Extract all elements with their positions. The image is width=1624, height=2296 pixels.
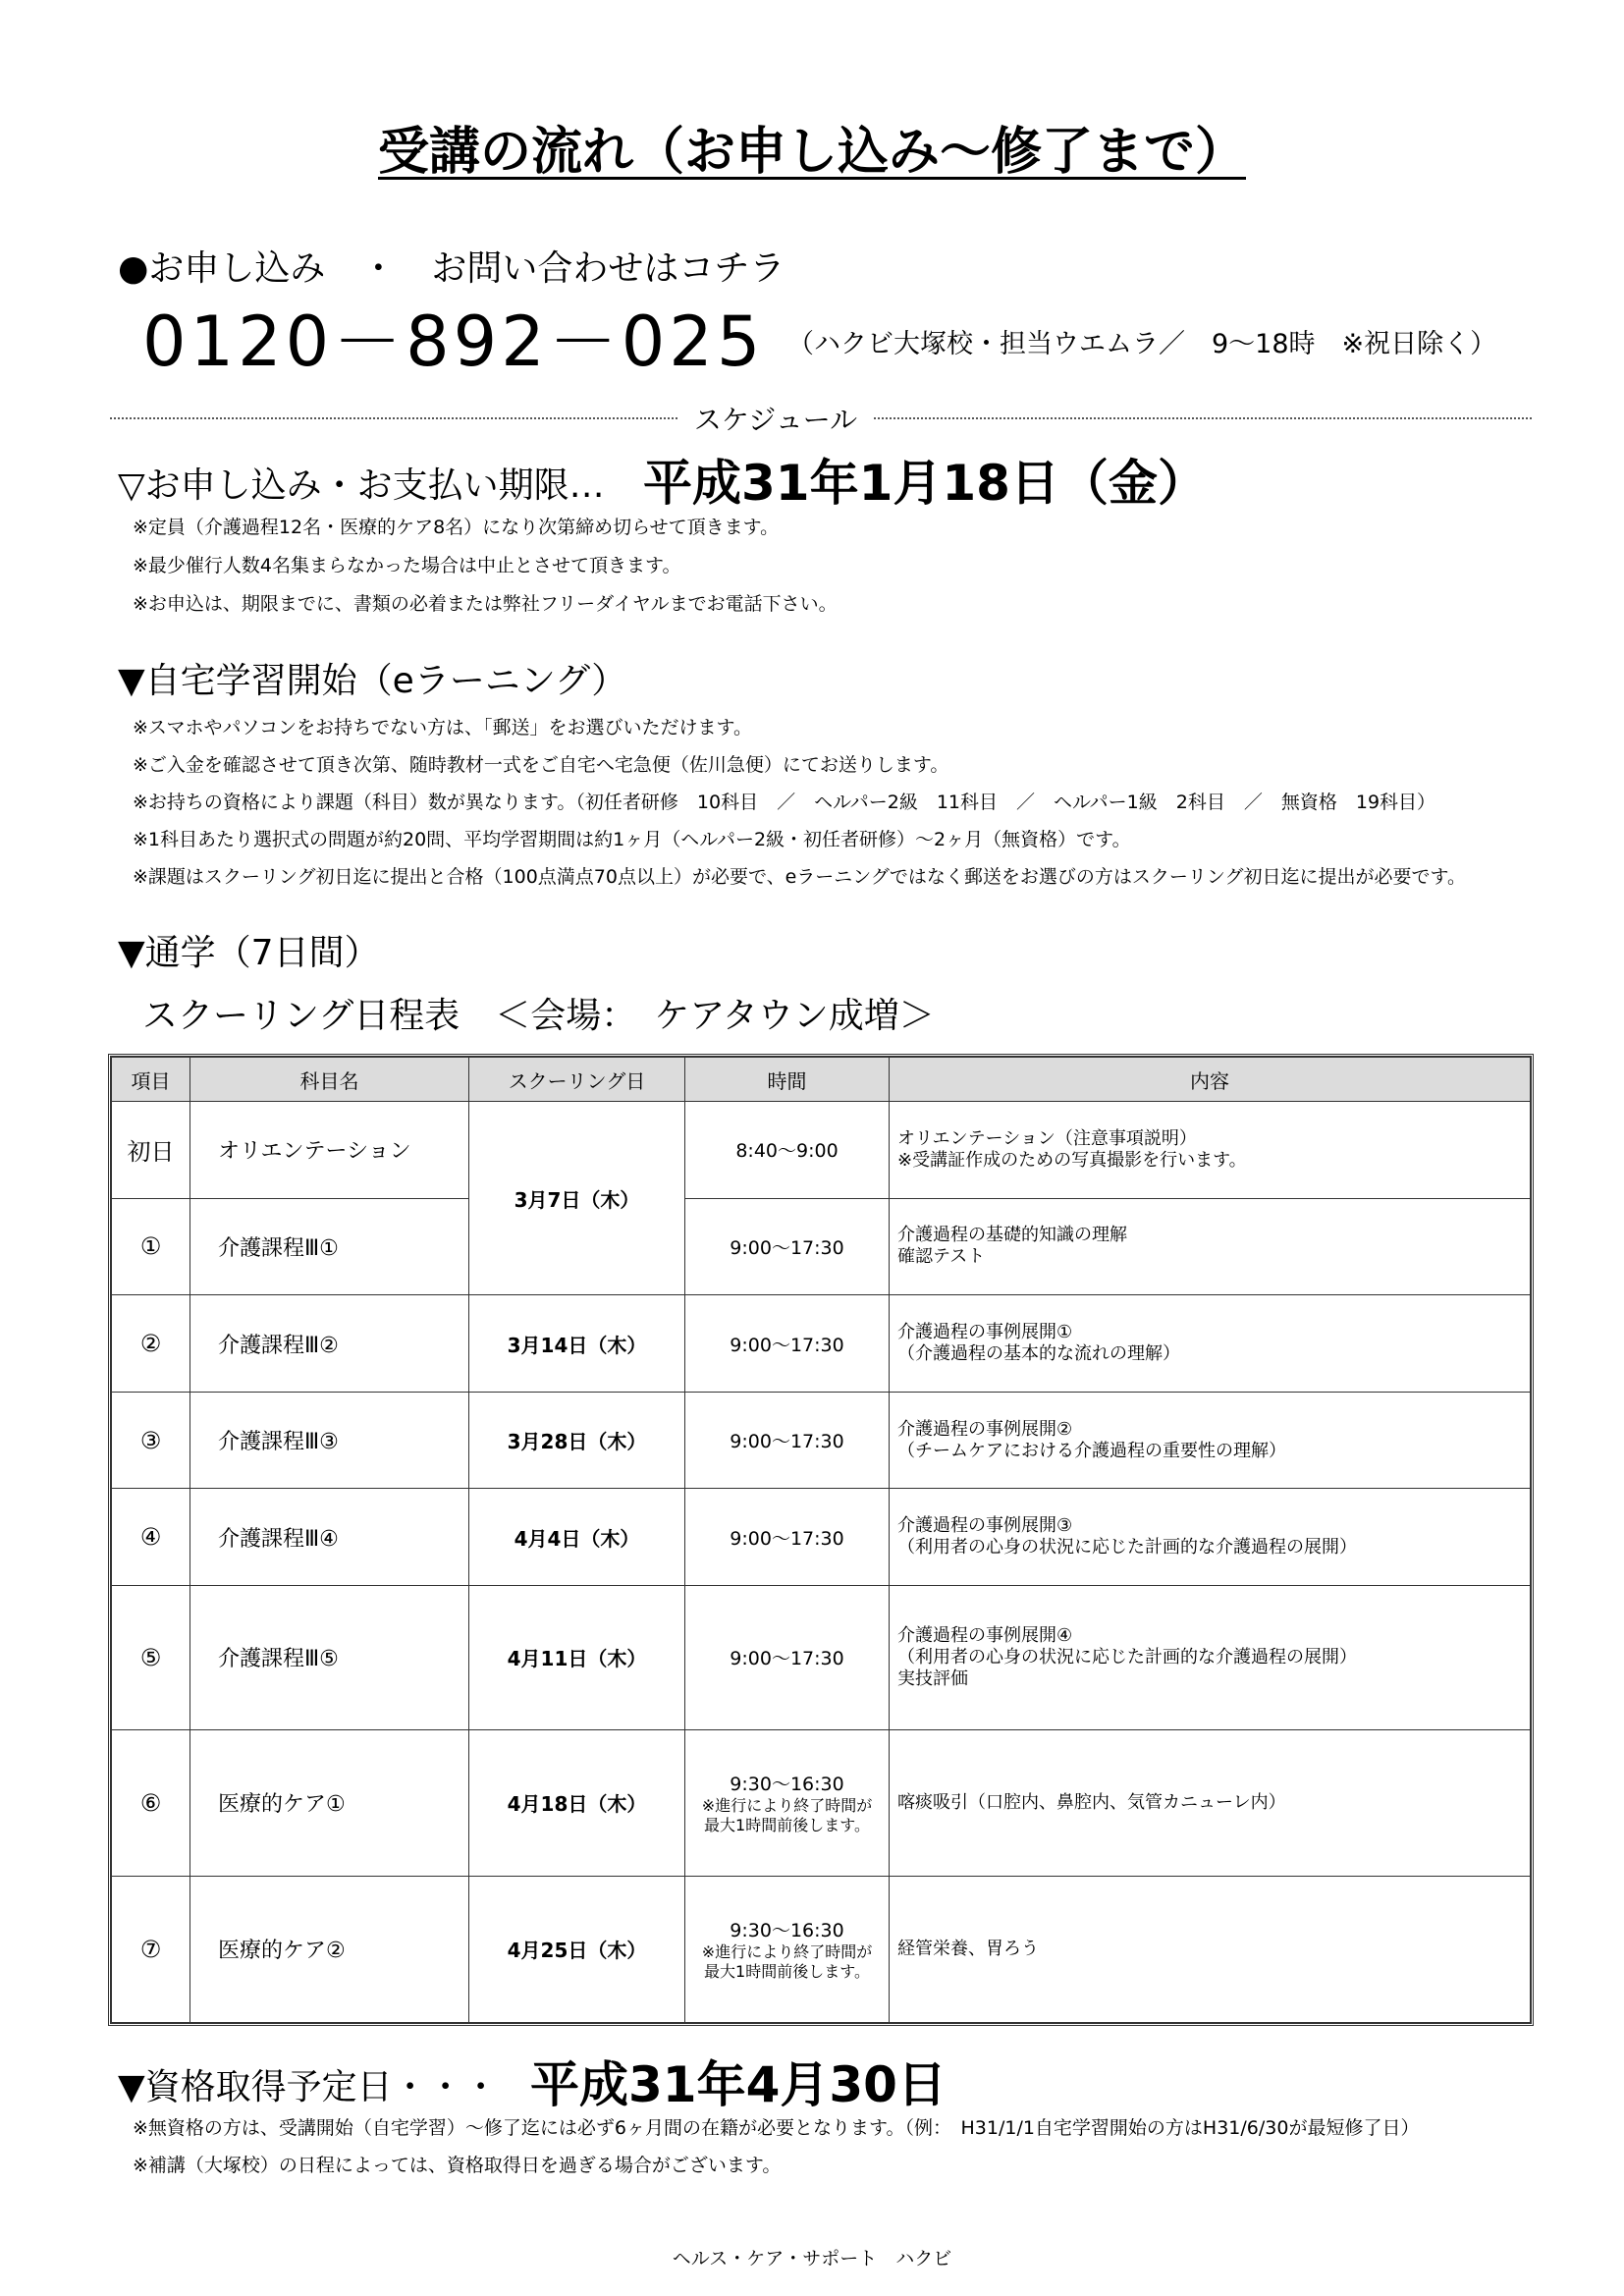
content-line: ※受講証作成のための写真撮影を行います。 [897, 1149, 1247, 1171]
row-subject: 介護課程Ⅲ② [190, 1295, 469, 1393]
row-content [890, 1729, 1531, 1876]
table-row [112, 1198, 1531, 1295]
content-line: 介護過程の事例展開② [897, 1418, 1073, 1440]
row-item: ④ [112, 1489, 190, 1586]
table-row [112, 1392, 1531, 1489]
content-line: 介護過程の事例展開③ [897, 1515, 1073, 1537]
header-time: 時間 [685, 1058, 890, 1102]
row-subject: 介護課程Ⅲ④ [190, 1489, 469, 1586]
content-line: 喀痰吸引（口腔内、鼻腔内、気管カニューレ内） [897, 1791, 1286, 1813]
table-row [112, 1489, 1531, 1586]
row-subject: 介護課程Ⅲ③ [190, 1392, 469, 1489]
home-study-note: ※課題はスクーリング初日迄に提出と合格（100点満点70点以上）が必要で、eラーニングではなく郵送をお選びの方はスクーリング初日迄に提出が必要です。 [133, 866, 1467, 888]
row-item: ② [112, 1295, 190, 1393]
row-time: 9:00～17:30 [685, 1489, 890, 1586]
phone-note: （ハクビ大塚校・担当ウエムラ／ 9～18時 ※祝日除く） [787, 329, 1497, 359]
qualification-note: ※無資格の方は、受講開始（自宅学習）～修了迄には必ず6ヶ月間の在籍が必要となります。（例： H31/1/1自宅学習開始の方はH31/6/30が最短修了日） [133, 2117, 1420, 2139]
divider-line-right [874, 417, 1532, 419]
row-time: 9:00～17:30 [685, 1586, 890, 1730]
content-line: 介護過程の事例展開④ [897, 1624, 1073, 1646]
row-time: 9:30～16:30 [730, 1920, 844, 1942]
content-line: 介護過程の基礎的知識の理解 [897, 1225, 1127, 1246]
content-line: 介護過程の事例展開① [897, 1322, 1073, 1343]
qualification-date: 平成31年4月30日 [530, 2056, 947, 2113]
footer-text: ヘルス・ケア・サポート ハクビ [672, 2248, 952, 2269]
row-item: ⑦ [112, 1876, 190, 2022]
row-time: 9:00～17:30 [685, 1295, 890, 1393]
deadline-note: ※定員（介護過程12名・医療的ケア8名）になり次第締め切らせて頂きます。 [133, 517, 780, 538]
row-date: 3月7日（木） [469, 1102, 685, 1295]
row-date: 4月25日（木） [469, 1876, 685, 2022]
contact-heading: ●お申し込み ・ お問い合わせはコチラ [118, 248, 785, 289]
row-time: 9:00～17:30 [685, 1392, 890, 1489]
row-time-note: ※進行により終了時間が最大1時間前後します。 [701, 1942, 873, 1982]
row-content [890, 1876, 1531, 2022]
home-study-note: ※1科目あたり選択式の問題が約20問、平均学習期間は約1ヶ月（ヘルパー2級・初任者研修）～2ヶ月（無資格）です。 [133, 829, 1131, 850]
header-item: 項目 [112, 1058, 190, 1102]
content-line: （介護過程の基本的な流れの理解） [897, 1343, 1180, 1365]
row-time: 9:00～17:30 [685, 1198, 890, 1295]
row-time-cell [685, 1876, 890, 2022]
table-row [112, 1729, 1531, 1876]
content-line: （チームケアにおける介護過程の重要性の理解） [897, 1440, 1286, 1461]
row-time-note: ※進行により終了時間が最大1時間前後します。 [701, 1796, 873, 1835]
row-subject: 介護課程Ⅲ① [190, 1198, 469, 1295]
content-line: オリエンテーション（注意事項説明） [897, 1127, 1197, 1149]
home-study-note: ※お持ちの資格により課題（科目）数が異なります。（初任者研修 10科目 ／ ヘルパー2級 11科目 ／ ヘルパー1級 2科目 ／ 無資格 19科目） [133, 792, 1436, 813]
row-content [890, 1198, 1531, 1295]
row-subject: 医療的ケア① [190, 1729, 469, 1876]
table-row [112, 1102, 1531, 1199]
schedule-table [108, 1054, 1534, 2026]
schedule-table-title: スクーリング日程表 ＜会場： ケアタウン成増＞ [142, 996, 935, 1036]
row-item: ⑤ [112, 1586, 190, 1730]
row-subject: 介護課程Ⅲ⑤ [190, 1586, 469, 1730]
table-header-row [112, 1058, 1531, 1102]
row-subject: オリエンテーション [190, 1102, 469, 1199]
row-date: 4月11日（木） [469, 1586, 685, 1730]
content-line: （利用者の心身の状況に応じた計画的な介護過程の展開） [897, 1646, 1357, 1667]
deadline-date: 平成31年1月18日（金） [643, 455, 1207, 512]
deadline-heading: ▽お申し込み・お支払い期限… [118, 465, 605, 506]
qualification-heading: ▼資格取得予定日・・・ [118, 2067, 499, 2107]
row-item: ③ [112, 1392, 190, 1489]
content-line: 実技評価 [897, 1667, 968, 1689]
row-item: ⑥ [112, 1729, 190, 1876]
home-study-note: ※ご入金を確認させて頂き次第、随時教材一式をご自宅へ宅急便（佐川急便）にてお送りします。 [133, 754, 949, 776]
home-study-heading: ▼自宅学習開始（eラーニング） [118, 661, 627, 701]
row-time-cell [685, 1729, 890, 1876]
page-title: 受講の流れ（お申し込み～修了まで） [377, 123, 1246, 182]
schedule-divider-label: スケジュール [693, 404, 858, 436]
row-time: 9:30～16:30 [730, 1774, 844, 1796]
header-subject: 科目名 [190, 1058, 469, 1102]
commute-heading: ▼通学（7日間） [118, 933, 380, 973]
row-content [890, 1489, 1531, 1586]
divider-line-left [110, 417, 677, 419]
home-study-note: ※スマホやパソコンをお持ちでない方は、「郵送」をお選びいただけます。 [133, 717, 752, 738]
table-row [112, 1876, 1531, 2022]
phone-number: 0120－892－025 [142, 301, 765, 382]
deadline-note: ※お申込は、期限までに、書類の必着または弊社フリーダイヤルまでお電話下さい。 [133, 593, 838, 615]
row-subject: 医療的ケア② [190, 1876, 469, 2022]
row-item: ① [112, 1198, 190, 1295]
row-time: 8:40～9:00 [685, 1102, 890, 1199]
row-content [890, 1295, 1531, 1393]
row-date: 4月4日（木） [469, 1489, 685, 1586]
row-date: 3月14日（木） [469, 1295, 685, 1393]
row-date: 3月28日（木） [469, 1392, 685, 1489]
qualification-note: ※補講（大塚校）の日程によっては、資格取得日を過ぎる場合がございます。 [133, 2155, 782, 2176]
content-line: 確認テスト [897, 1246, 986, 1268]
row-content [890, 1392, 1531, 1489]
row-item: 初日 [112, 1102, 190, 1199]
header-date: スクーリング日 [469, 1058, 685, 1102]
row-content [890, 1102, 1531, 1199]
table-row [112, 1586, 1531, 1730]
row-content [890, 1586, 1531, 1730]
table-row [112, 1295, 1531, 1393]
content-line: （利用者の心身の状況に応じた計画的な介護過程の展開） [897, 1537, 1357, 1558]
content-line: 経管栄養、胃ろう [897, 1938, 1039, 1959]
header-content: 内容 [890, 1058, 1531, 1102]
row-date: 4月18日（木） [469, 1729, 685, 1876]
deadline-note: ※最少催行人数4名集まらなかった場合は中止とさせて頂きます。 [133, 555, 681, 576]
